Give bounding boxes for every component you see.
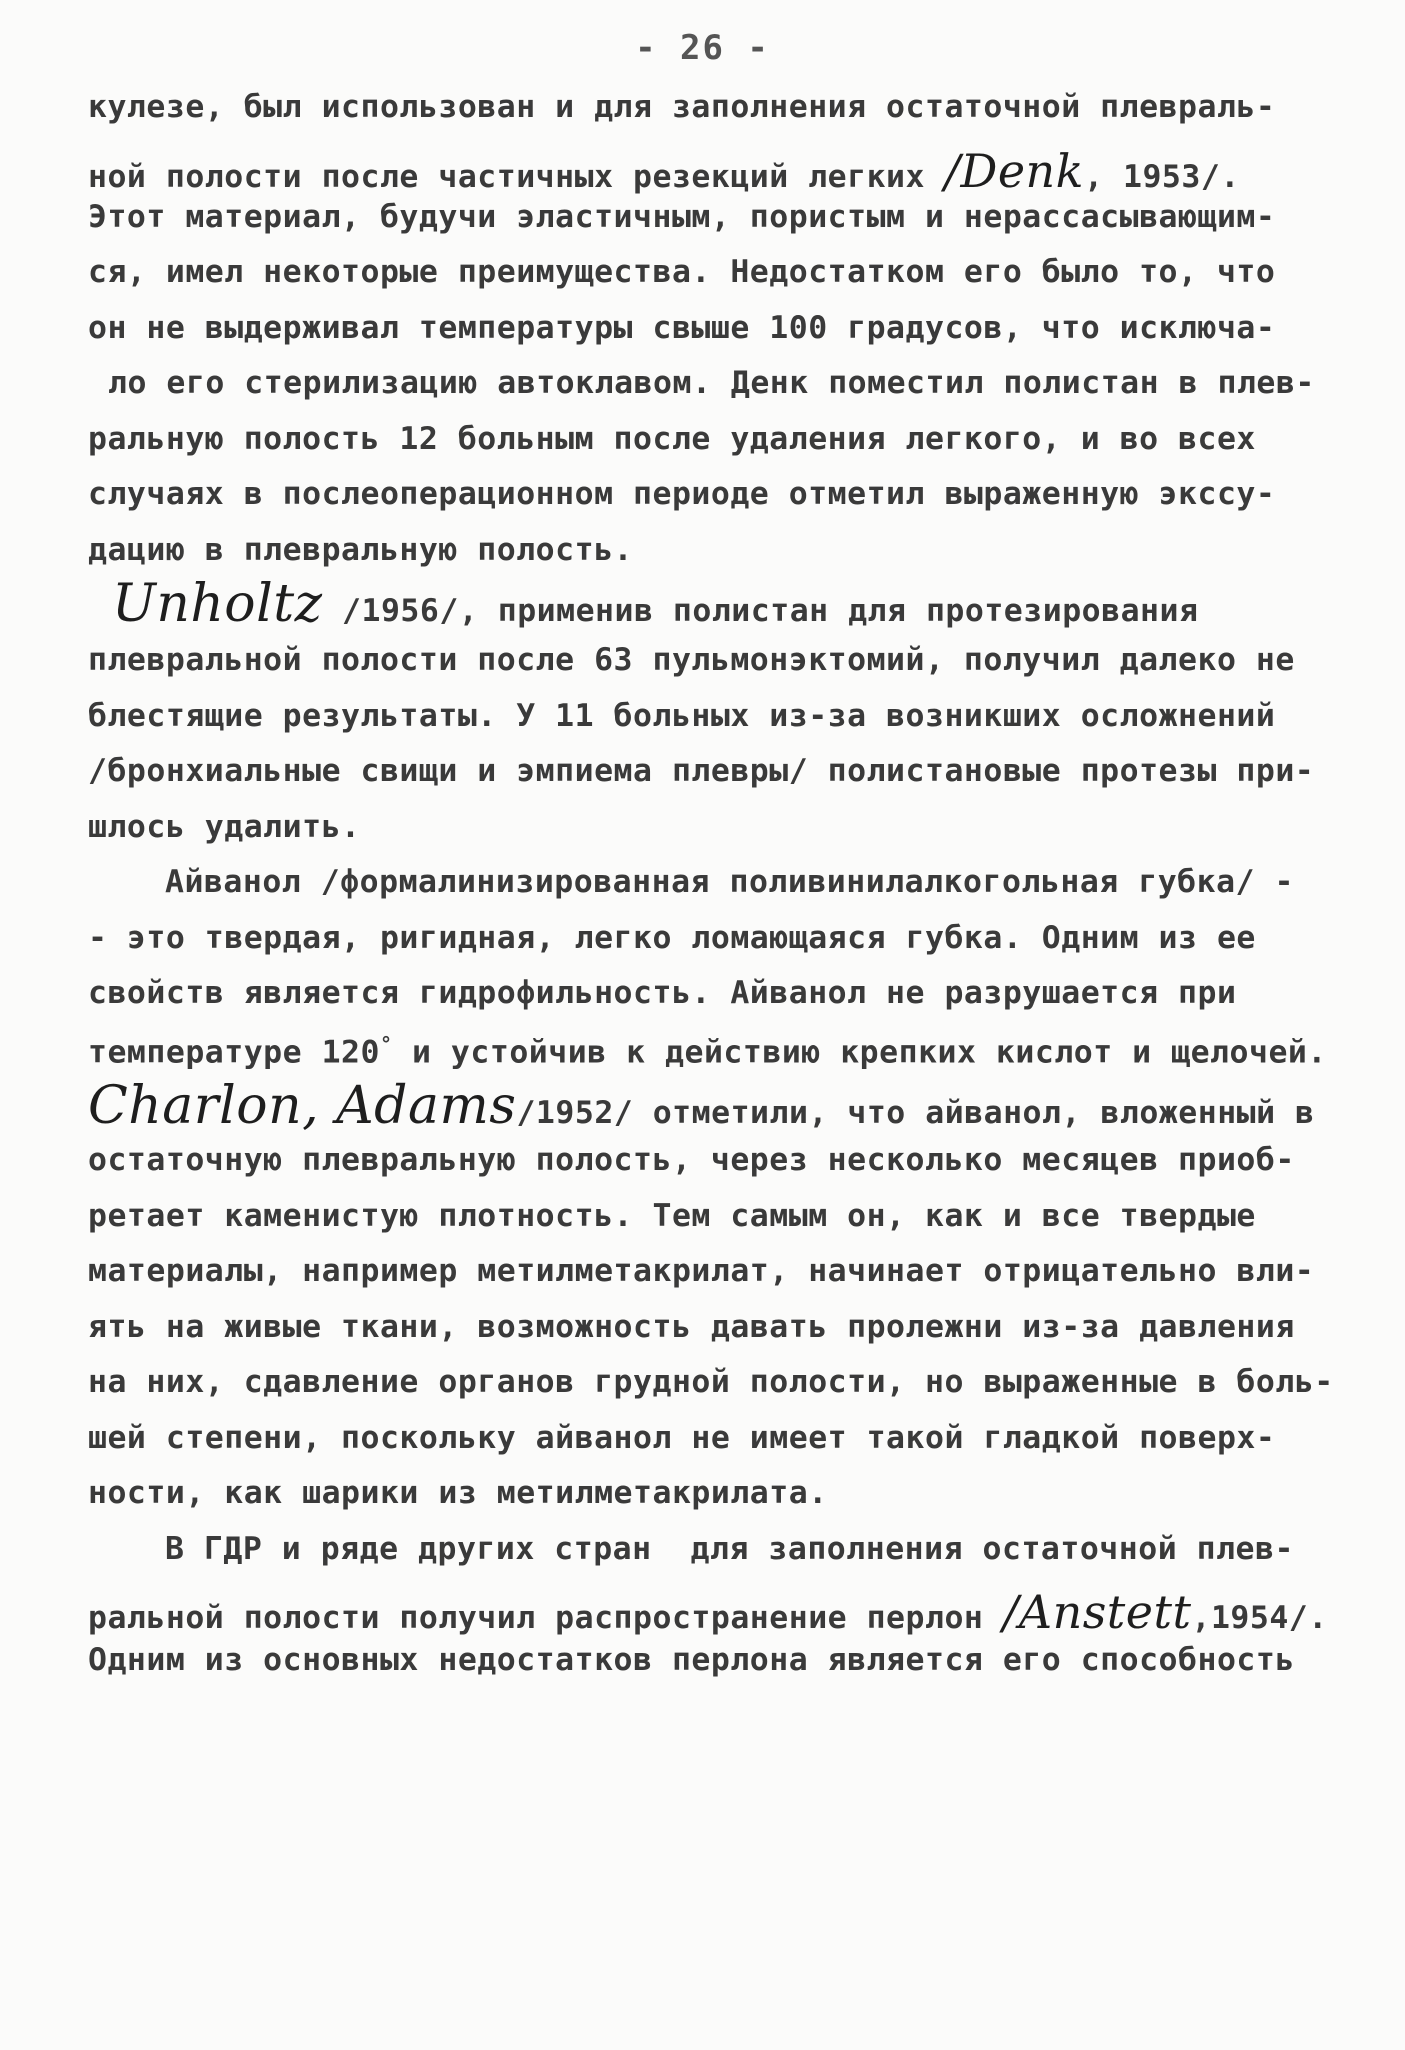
text-segment: ральной полости получил распространение перлон bbox=[88, 1600, 1003, 1636]
text-line: случаях в послеоперационном периоде отметил выраженную экссу- bbox=[88, 476, 1276, 512]
text-line: В ГДР и ряде других стран для заполнения остаточной плев- bbox=[165, 1531, 1294, 1567]
handwritten-author-name: Unholtz bbox=[112, 574, 323, 634]
text-line bbox=[88, 1034, 1327, 1069]
text-segment: температуре 120 bbox=[88, 1034, 380, 1071]
text-line: материалы, например метилметакрилат, начинает отрицательно вли- bbox=[88, 1253, 1315, 1289]
handwritten-author-names: Charlon, Adams bbox=[88, 1076, 517, 1136]
text-line: ять на живые ткани, возможность давать пролежни из-за давления bbox=[88, 1309, 1295, 1345]
text-line bbox=[88, 144, 1240, 198]
text-segment: ной полости после частичных резекций легких bbox=[88, 159, 945, 195]
degree-sign: ° bbox=[379, 1032, 393, 1056]
text-segment: /1952/ отметили, что айванол, вложенный в bbox=[516, 1095, 1315, 1131]
text-line: плевральной полости после 63 пульмонэктомий, получил далеко не bbox=[88, 642, 1295, 678]
text-line: Айванол /формалинизированная поливинилалкогольная губка/ - bbox=[165, 864, 1294, 900]
text-line: ло его стерилизацию автоклавом. Денк поместил полистан в плев- bbox=[108, 365, 1315, 401]
text-line: шей степени, поскольку айванол не имеет такой гладкой поверх- bbox=[88, 1420, 1276, 1456]
handwritten-slash: / bbox=[944, 144, 961, 198]
text-segment: и устойчив к действию крепких кислот и щелочей. bbox=[392, 1034, 1327, 1071]
text-line: он не выдерживал температуры свыше 100 градусов, что исключа- bbox=[88, 310, 1276, 346]
text-segment: /1956/, применив полистан для протезирования bbox=[322, 593, 1199, 629]
text-line: - это твердая, ригидная, легко ломающаяся губка. Одним из ее bbox=[88, 920, 1256, 956]
text-line: дацию в плевральную полость. bbox=[88, 532, 634, 568]
handwritten-author-name: Denk bbox=[960, 144, 1085, 198]
text-line: ности, как шарики из метилметакрилата. bbox=[88, 1475, 828, 1511]
text-line: ретает каменистую плотность. Тем самым он, как и все твердые bbox=[88, 1198, 1256, 1234]
text-line: блестящие результаты. У 11 больных из-за возникших осложнений bbox=[88, 698, 1276, 734]
text-line: Этот материал, будучи эластичным, пористым и нерассасывающим- bbox=[88, 199, 1276, 235]
text-line: шлось удалить. bbox=[88, 809, 361, 845]
text-line: Одним из основных недостатков перлона является его способность bbox=[88, 1642, 1295, 1678]
text-line: свойств является гидрофильность. Айванол не разрушается при bbox=[88, 975, 1237, 1011]
text-segment: ,1954/. bbox=[1191, 1600, 1328, 1636]
page-number: - 26 - bbox=[635, 28, 770, 68]
handwritten-author-name: Anstett bbox=[1018, 1585, 1192, 1639]
text-line: ральную полость 12 больным после удаления легкого, и во всех bbox=[88, 421, 1256, 457]
text-line: на них, сдавление органов грудной полости, но выраженные в боль- bbox=[88, 1364, 1334, 1400]
text-line: остаточную плевральную полость, через несколько месяцев приоб- bbox=[88, 1142, 1295, 1178]
text-line bbox=[88, 1076, 1315, 1136]
text-line bbox=[88, 1585, 1328, 1639]
text-line bbox=[112, 574, 1199, 634]
handwritten-slash: / bbox=[1002, 1585, 1019, 1639]
text-line: кулезе, был использован и для заполнения остаточной плевраль- bbox=[88, 89, 1276, 125]
text-line: /бронхиальные свищи и эмпиема плевры/ полистановые протезы при- bbox=[88, 753, 1315, 789]
text-line: ся, имел некоторые преимущества. Недостатком его было то, что bbox=[88, 254, 1276, 290]
text-segment: , 1953/. bbox=[1084, 159, 1240, 195]
